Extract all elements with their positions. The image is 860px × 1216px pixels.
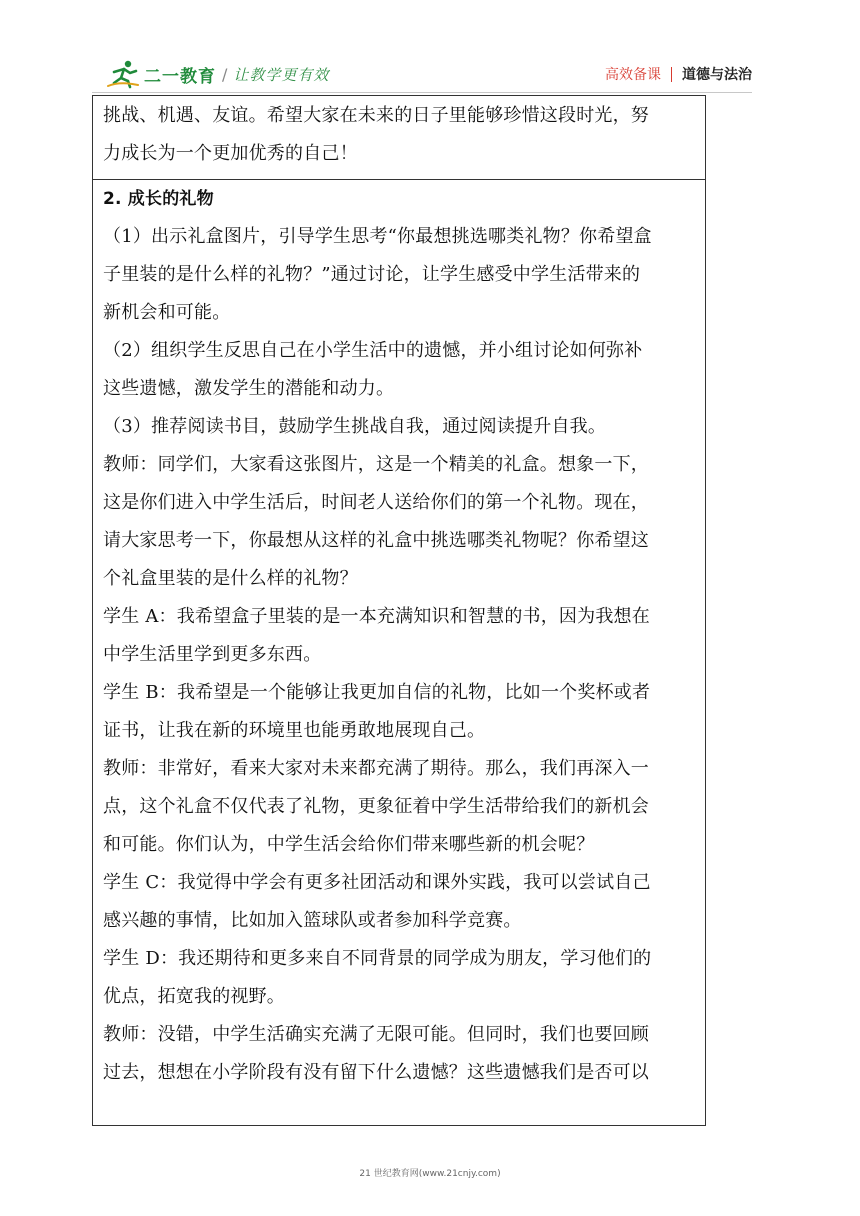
- text-line: 中学生活里学到更多东西。: [103, 644, 322, 665]
- text-line: 优点，拓宽我的视野。: [103, 986, 285, 1007]
- logo-divider: /: [222, 64, 228, 84]
- header-tag-prep: 高效备课: [605, 67, 661, 83]
- text-line: 个礼盒里装的是什么样的礼物？: [103, 568, 358, 589]
- logo-slogan: 让教学更有效: [233, 65, 330, 84]
- text-line: 新机会和可能。: [103, 302, 231, 323]
- header-rule: [92, 92, 752, 93]
- text-line: 挑战、机遇、友谊。希望大家在未来的日子里能够珍惜这段时光，努: [103, 105, 649, 126]
- header-tag-subject: 道德与法治: [682, 67, 752, 83]
- text-line: （3）推荐阅读书目，鼓励学生挑战自我，通过阅读提升自我。: [103, 416, 607, 437]
- text-line: 力成长为一个更加优秀的自己！: [103, 143, 358, 164]
- text-line: 教师：同学们，大家看这张图片，这是一个精美的礼盒。想象一下，: [103, 454, 649, 475]
- logo-name: 二一教育: [144, 66, 216, 87]
- text-line: 请大家思考一下，你最想从这样的礼盒中挑选哪类礼物呢？你希望这: [103, 530, 649, 551]
- text-line: 学生 C：我觉得中学会有更多社团活动和课外实践，我可以尝试自己: [103, 872, 651, 893]
- header-tags: [605, 64, 752, 84]
- table-cell-continuation: [93, 96, 705, 180]
- text-line: 点，这个礼盒不仅代表了礼物，更象征着中学生活带给我们的新机会: [103, 796, 649, 817]
- lesson-table: [92, 95, 706, 1126]
- header-separator: [671, 67, 672, 82]
- section-heading: 2. 成长的礼物: [103, 189, 214, 209]
- text-line: 这是你们进入中学生活后，时间老人送给你们的第一个礼物。现在，: [103, 492, 649, 513]
- page-footer: 21 世纪教育网(www.21cnjy.com): [359, 1169, 501, 1179]
- text-line: 教师：非常好，看来大家对未来都充满了期待。那么，我们再深入一: [103, 758, 649, 779]
- text-line: 过去，想想在小学阶段有没有留下什么遗憾？这些遗憾我们是否可以: [103, 1062, 649, 1083]
- text-line: 感兴趣的事情，比如加入篮球队或者参加科学竞赛。: [103, 910, 522, 931]
- text-line: 这些遗憾，激发学生的潜能和动力。: [103, 378, 395, 399]
- text-line: 证书，让我在新的环境里也能勇敢地展现自己。: [103, 720, 486, 741]
- text-line: 学生 A：我希望盒子里装的是一本充满知识和智慧的书，因为我想在: [103, 606, 650, 627]
- text-line: （2）组织学生反思自己在小学生活中的遗憾，并小组讨论如何弥补: [103, 340, 643, 361]
- text-line: 教师：没错，中学生活确实充满了无限可能。但同时，我们也要回顾: [103, 1024, 649, 1045]
- text-line: 子里装的是什么样的礼物？”通过讨论，让学生感受中学生活带来的: [103, 264, 641, 285]
- table-cell-gift-section: [93, 180, 705, 1126]
- text-line: 学生 B：我希望是一个能够让我更加自信的礼物，比如一个奖杯或者: [103, 682, 651, 703]
- runner-logo-icon: [106, 59, 140, 89]
- text-line: 学生 D：我还期待和更多来自不同背景的同学成为朋友，学习他们的: [103, 948, 652, 969]
- page-header: [92, 56, 752, 92]
- text-line: （1）出示礼盒图片，引导学生思考“你最想挑选哪类礼物？你希望盒: [103, 226, 652, 247]
- text-line: 和可能。你们认为，中学生活会给你们带来哪些新的机会呢？: [103, 834, 595, 855]
- brand-logo: [106, 56, 329, 92]
